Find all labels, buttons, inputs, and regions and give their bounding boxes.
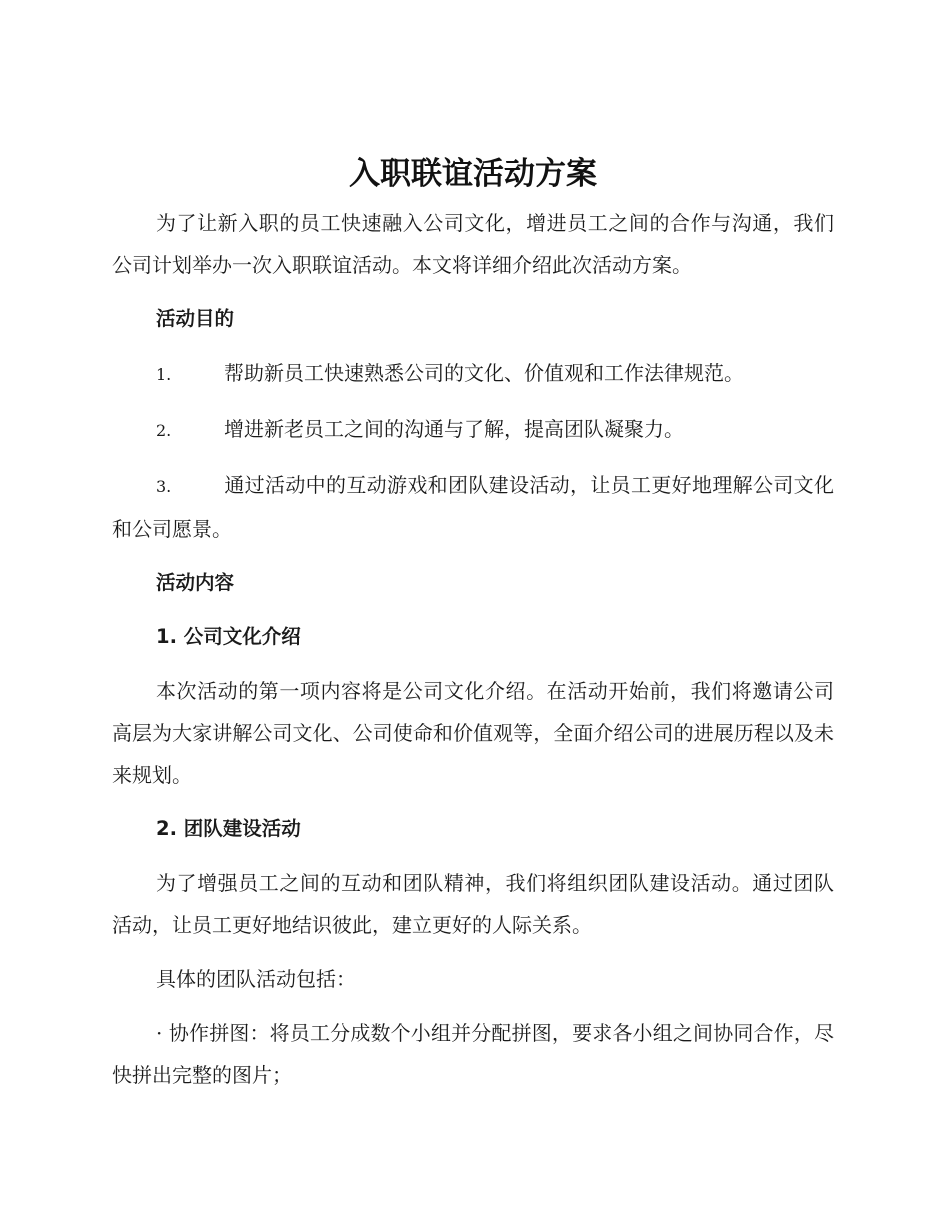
- document-page: [112, 148, 834, 1108]
- document-title: 入职联谊活动方案: [349, 156, 597, 192]
- goal-text: 增进新老员工之间的沟通与了解，提高团队凝聚力。: [224, 417, 684, 441]
- team-list-item: · 协作拼图：将员工分成数个小组并分配拼图，要求各小组之间协同合作，尽快拼出完整的图片；: [112, 1021, 834, 1087]
- goal-number: 2.: [156, 421, 172, 440]
- team-list-intro: 具体的团队活动包括：: [156, 967, 356, 991]
- content-heading: 活动内容: [156, 571, 235, 594]
- goal-number: 1.: [156, 365, 172, 384]
- goal-item: [112, 408, 834, 452]
- section2-paragraph: 为了增强员工之间的互动和团队精神，我们将组织团队建设活动。通过团队活动，让员工更好地结识彼此，建立更好的人际关系。: [112, 871, 834, 937]
- section1-paragraph: 本次活动的第一项内容将是公司文化介绍。在活动开始前，我们将邀请公司高层为大家讲解公司文化、公司使命和价值观等，全面介绍公司的进展历程以及未来规划。: [112, 679, 834, 787]
- goals-heading: 活动目的: [156, 307, 235, 330]
- goal-number: 3.: [156, 477, 172, 496]
- goal-text: 通过活动中的互动游戏和团队建设活动，让员工更好地理解公司文化和公司愿景。: [112, 473, 834, 541]
- section1-heading: 1. 公司文化介绍: [156, 625, 301, 648]
- goal-item: [112, 352, 834, 396]
- goal-text: 帮助新员工快速熟悉公司的文化、价值观和工作法律规范。: [224, 361, 744, 385]
- intro-paragraph: 为了让新入职的员工快速融入公司文化，增进员工之间的合作与沟通，我们公司计划举办一次入职联谊活动。本文将详细介绍此次活动方案。: [112, 211, 834, 277]
- section2-heading: 2. 团队建设活动: [156, 817, 301, 840]
- goal-item: [112, 464, 834, 550]
